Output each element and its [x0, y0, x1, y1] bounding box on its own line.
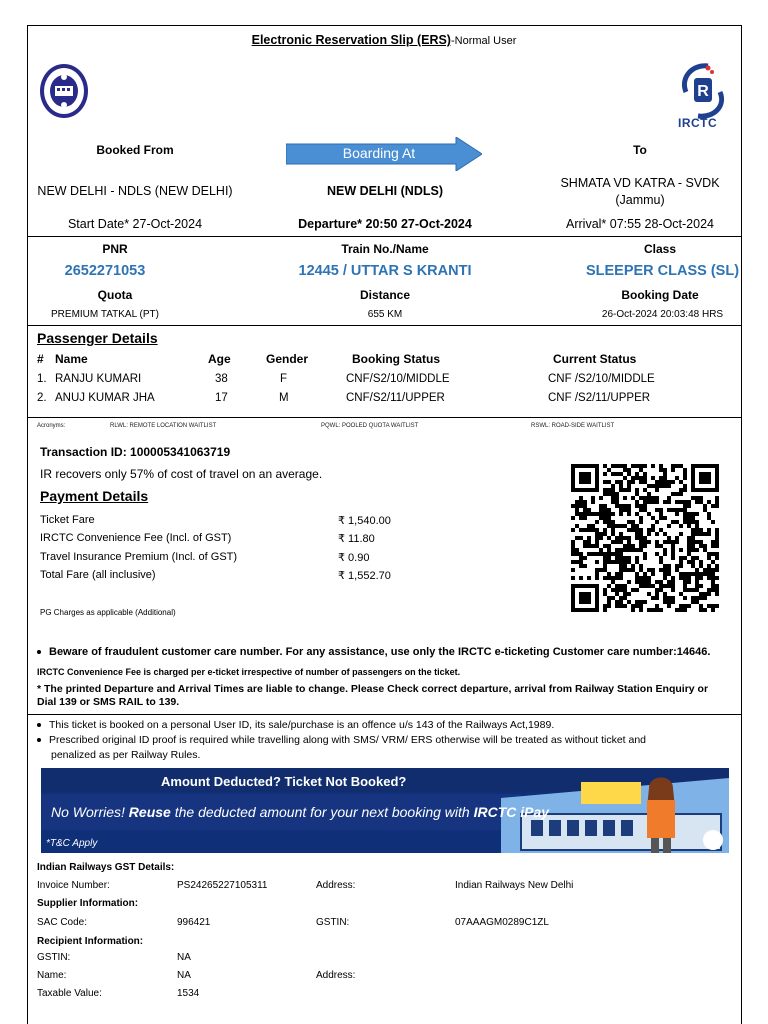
col-gender: Gender [266, 352, 309, 366]
boarding-at-label: Boarding At [342, 145, 416, 161]
bullet-dot [37, 738, 41, 742]
total-fare-value: ₹ 1,552.70 [338, 570, 391, 582]
recipient-title: Recipient Information: [37, 936, 144, 947]
cell-booking-status: CNF/S2/10/MIDDLE [346, 373, 450, 385]
train-label: Train No./Name [341, 242, 429, 256]
divider [27, 417, 742, 418]
col-name: Name [55, 352, 88, 366]
booking-date-value: 26-Oct-2024 20:03:48 HRS [601, 309, 724, 320]
cell-name: RANJU KUMARI [55, 373, 142, 385]
quota-label: Quota [97, 288, 133, 302]
fraud-warning-text: Beware of fraudulent customer care number. For any assistance, use only the IRCTC e-ticketing Customer care number:14646. [49, 646, 711, 658]
acronym-rlwl: RLWL: REMOTE LOCATION WAITLIST [110, 423, 217, 429]
arrival-time: Arrival* 07:55 28-Oct-2024 [566, 217, 714, 231]
bullet-dot [37, 723, 41, 727]
table-row [0, 392, 768, 408]
banner-headline: Amount Deducted? Ticket Not Booked? [161, 774, 407, 789]
irctc-logo [672, 56, 734, 130]
distance-value: 655 KM [367, 309, 403, 320]
class-label: Class [643, 242, 677, 256]
taxable-label: Taxable Value: [37, 988, 102, 999]
indian-railways-logo [38, 62, 90, 120]
recovery-note: IR recovers only 57% of cost of travel on an average. [40, 467, 323, 481]
gstin-label: GSTIN: [316, 917, 350, 928]
recipient-name-value: NA [177, 970, 191, 981]
cell-num: 1. [37, 373, 47, 385]
acronym-rswl: RSWL: ROAD-SIDE WAITLIST [531, 423, 615, 429]
recipient-gstin-value: NA [177, 952, 191, 963]
convenience-fee-value: ₹ 11.80 [338, 533, 375, 545]
bullet-personal-id-text: This ticket is booked on a personal User ID, its sale/purchase is an offence u/s 143 of the Railways Act,1989. [49, 719, 555, 731]
pg-charges-note: PG Charges as applicable (Additional) [40, 608, 176, 617]
to-label: To [633, 143, 647, 157]
divider [27, 236, 742, 237]
col-num: # [37, 352, 44, 366]
invoice-value: PS24265227105311 [177, 880, 268, 891]
distance-label: Distance [359, 288, 411, 302]
sac-label: SAC Code: [37, 917, 88, 928]
gst-title: Indian Railways GST Details: [37, 862, 175, 873]
cell-num: 2. [37, 392, 47, 404]
taxable-value: 1534 [177, 988, 200, 999]
convenience-fee-note: IRCTC Convenience Fee is charged per e-ticket irrespective of number of passengers on the ticket. [37, 667, 461, 677]
invoice-label: Invoice Number: [37, 880, 110, 891]
pnr-label: PNR [102, 242, 128, 256]
passenger-section-title: Passenger Details [37, 330, 158, 346]
sac-value: 996421 [177, 917, 211, 928]
cell-age: 38 [215, 373, 228, 385]
supplier-title: Supplier Information: [37, 898, 139, 909]
total-fare-label: Total Fare (all inclusive) [40, 569, 156, 581]
banner-brand: IRCTC iPay [473, 804, 550, 820]
fraud-warning [37, 646, 710, 658]
recipient-address-label: Address: [316, 970, 356, 981]
col-booking-status: Booking Status [352, 352, 441, 366]
ipay-banner[interactable] [41, 768, 729, 853]
divider [27, 325, 742, 326]
col-current-status: Current Status [553, 352, 637, 366]
boarding-station: NEW DELHI (NDLS) [327, 184, 443, 198]
cell-name: ANUJ KUMAR JHA [55, 392, 155, 404]
convenience-fee-label: IRCTC Convenience Fee (Incl. of GST) [40, 532, 232, 544]
bullet-id-proof-cont: penalized as per Railway Rules. [51, 749, 201, 761]
qr-code [571, 464, 719, 616]
fare-value: ₹ 1,540.00 [338, 515, 391, 527]
bullet-dot [37, 650, 41, 654]
address-value: Indian Railways New Delhi [455, 880, 574, 891]
booked-from-label: Booked From [96, 143, 174, 157]
cell-booking-status: CNF/S2/11/UPPER [346, 392, 445, 404]
timing-note: * The printed Departure and Arrival Times are liable to change. Please Check correct departure, arrival from Railway Station Enquiry or Dial 139 or SMS RAIL to 139. [37, 683, 709, 708]
transaction-id: Transaction ID: 100005341063719 [40, 445, 231, 459]
divider [27, 714, 742, 715]
bullet-id-proof-text: Prescribed original ID proof is required while travelling along with SMS/ VRM/ ERS otherwise will be treated as without ticket and [49, 734, 647, 746]
to-station-line1: SHMATA VD KATRA - SVDK [560, 176, 720, 190]
from-station: NEW DELHI - NDLS (NEW DELHI) [37, 184, 233, 198]
payment-section-title: Payment Details [40, 488, 149, 504]
cell-age: 17 [215, 392, 228, 404]
col-age: Age [208, 352, 231, 366]
booking-date-label: Booking Date [621, 288, 699, 302]
cell-gender: M [279, 392, 289, 404]
to-station-line2: (Jammu) [615, 193, 665, 207]
class-value: SLEEPER CLASS (SL) [585, 263, 740, 279]
title-subtitle: -Normal User [450, 35, 517, 47]
cell-gender: F [280, 373, 288, 385]
bullet-id-proof [37, 734, 737, 746]
insurance-label: Travel Insurance Premium (Incl. of GST) [40, 551, 238, 563]
quota-value: PREMIUM TATKAL (PT) [51, 309, 159, 320]
gst-details [0, 862, 768, 1002]
banner-reuse: Reuse [128, 804, 171, 820]
gstin-value: 07AAAGM0289C1ZL [455, 917, 549, 928]
acronyms-label: Acronyms: [37, 423, 66, 429]
passenger-table-header [0, 352, 768, 368]
recipient-name-label: Name: [37, 970, 67, 981]
table-row [0, 373, 768, 389]
recipient-gstin-label: GSTIN: [37, 952, 71, 963]
banner-tnc: *T&C Apply [46, 838, 98, 849]
bullet-personal-id [37, 719, 554, 731]
title-main: Electronic Reservation Slip (ERS) [251, 33, 451, 47]
to-station [540, 175, 740, 209]
cell-current-status: CNF /S2/11/UPPER [548, 392, 651, 404]
pnr-value: 2652271053 [64, 263, 146, 279]
cell-current-status: CNF /S2/10/MIDDLE [548, 373, 655, 385]
insurance-value: ₹ 0.90 [338, 552, 370, 564]
ticket-title [0, 33, 768, 47]
banner-middle: the deducted amount for your next booking with [170, 804, 474, 820]
banner-no-worries: No Worries! [51, 804, 129, 820]
start-date: Start Date* 27-Oct-2024 [67, 217, 203, 231]
train-value: 12445 / UTTAR S KRANTI [298, 263, 472, 279]
banner-message [51, 804, 549, 820]
svg-text:R: R [697, 83, 709, 100]
irctc-logo-text: IRCTC [678, 116, 718, 130]
address-label: Address: [316, 880, 356, 891]
departure-time: Departure* 20:50 27-Oct-2024 [298, 217, 472, 231]
acronym-pqwl: PQWL: POOLED QUOTA WAITLIST [321, 423, 419, 429]
fare-label: Ticket Fare [40, 514, 95, 526]
